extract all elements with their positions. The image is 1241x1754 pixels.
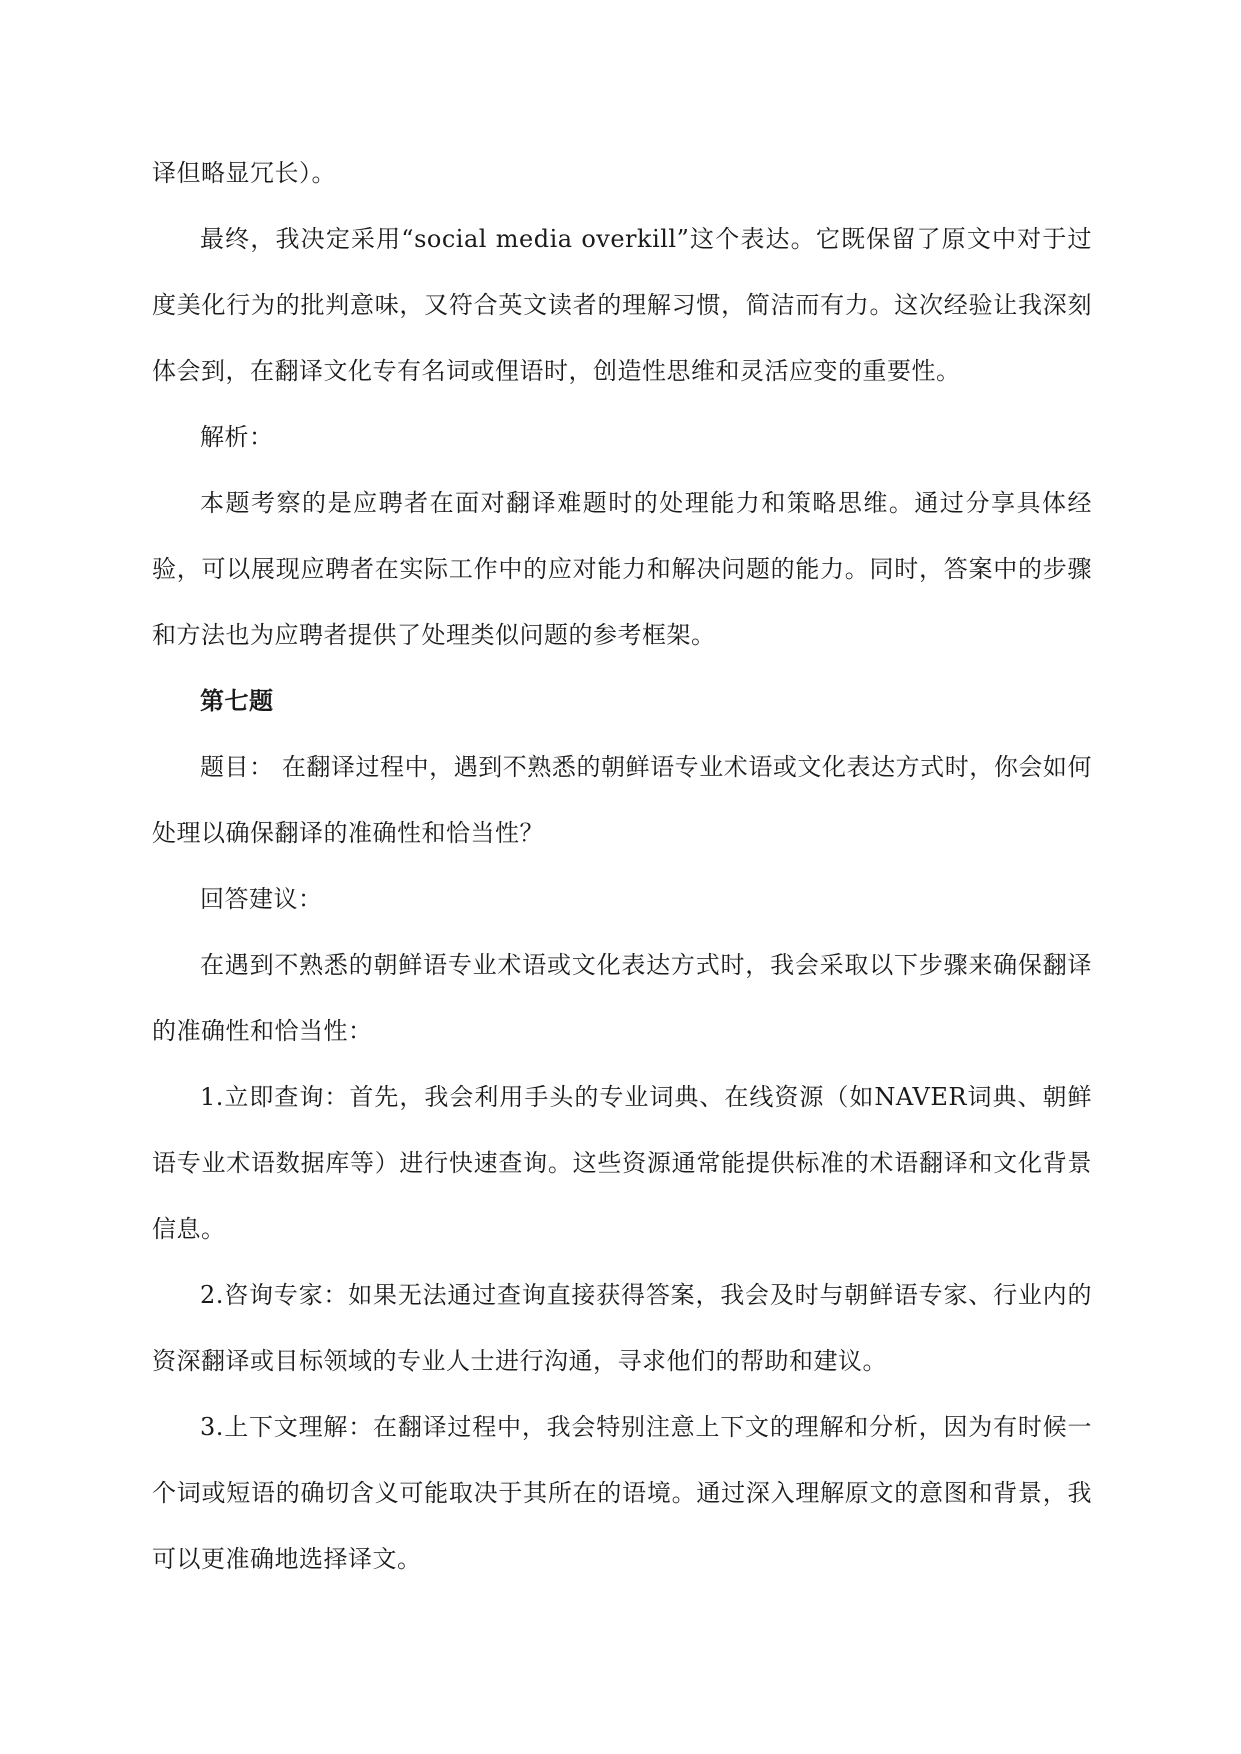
answer-intro: 在遇到不熟悉的朝鲜语专业术语或文化表达方式时，我会采取以下步骤来确保翻译的准确性和恰当性： [152,951,1092,1045]
analysis-label: 解析： [200,423,274,451]
section-heading: 第七题 [200,686,274,715]
conclusion-paragraph: 最终，我决定采用“social media overkill”这个表达。它既保留了原文中对于过度美化行为的批判意味，又符合英文读者的理解习惯，简洁而有力。这次经验让我深刻体会到，在翻译文化专有名词或俚语时，创造性思维和灵活应变的重要性。 [152,225,1092,385]
analysis-paragraph: 本题考察的是应聘者在面对翻译难题时的处理能力和策略思维。通过分享具体经验，可以展现应聘者在实际工作中的应对能力和解决问题的能力。同时，答案中的步骤和方法也为应聘者提供了处理类似问题的参考框架。 [152,489,1092,649]
continued-paragraph: 译但略显冗长）。 [152,159,336,187]
question-paragraph: 题目： 在翻译过程中，遇到不熟悉的朝鲜语专业术语或文化表达方式时，你会如何处理以确保翻译的准确性和恰当性？ [152,753,1092,847]
answer-label: 回答建议： [200,885,323,913]
step-item: 3.上下文理解：在翻译过程中，我会特别注意上下文的理解和分析，因为有时候一个词或短语的确切含义可能取决于其所在的语境。通过深入理解原文的意图和背景，我可以更准确地选择译文。 [152,1413,1092,1573]
document-body [152,140,1092,1592]
step-item: 1.立即查询：首先，我会利用手头的专业词典、在线资源（如NAVER词典、朝鲜语专业术语数据库等）进行快速查询。这些资源通常能提供标准的术语翻译和文化背景信息。 [152,1083,1092,1243]
step-item: 2.咨询专家：如果无法通过查询直接获得答案，我会及时与朝鲜语专家、行业内的资深翻译或目标领域的专业人士进行沟通，寻求他们的帮助和建议。 [152,1281,1092,1375]
